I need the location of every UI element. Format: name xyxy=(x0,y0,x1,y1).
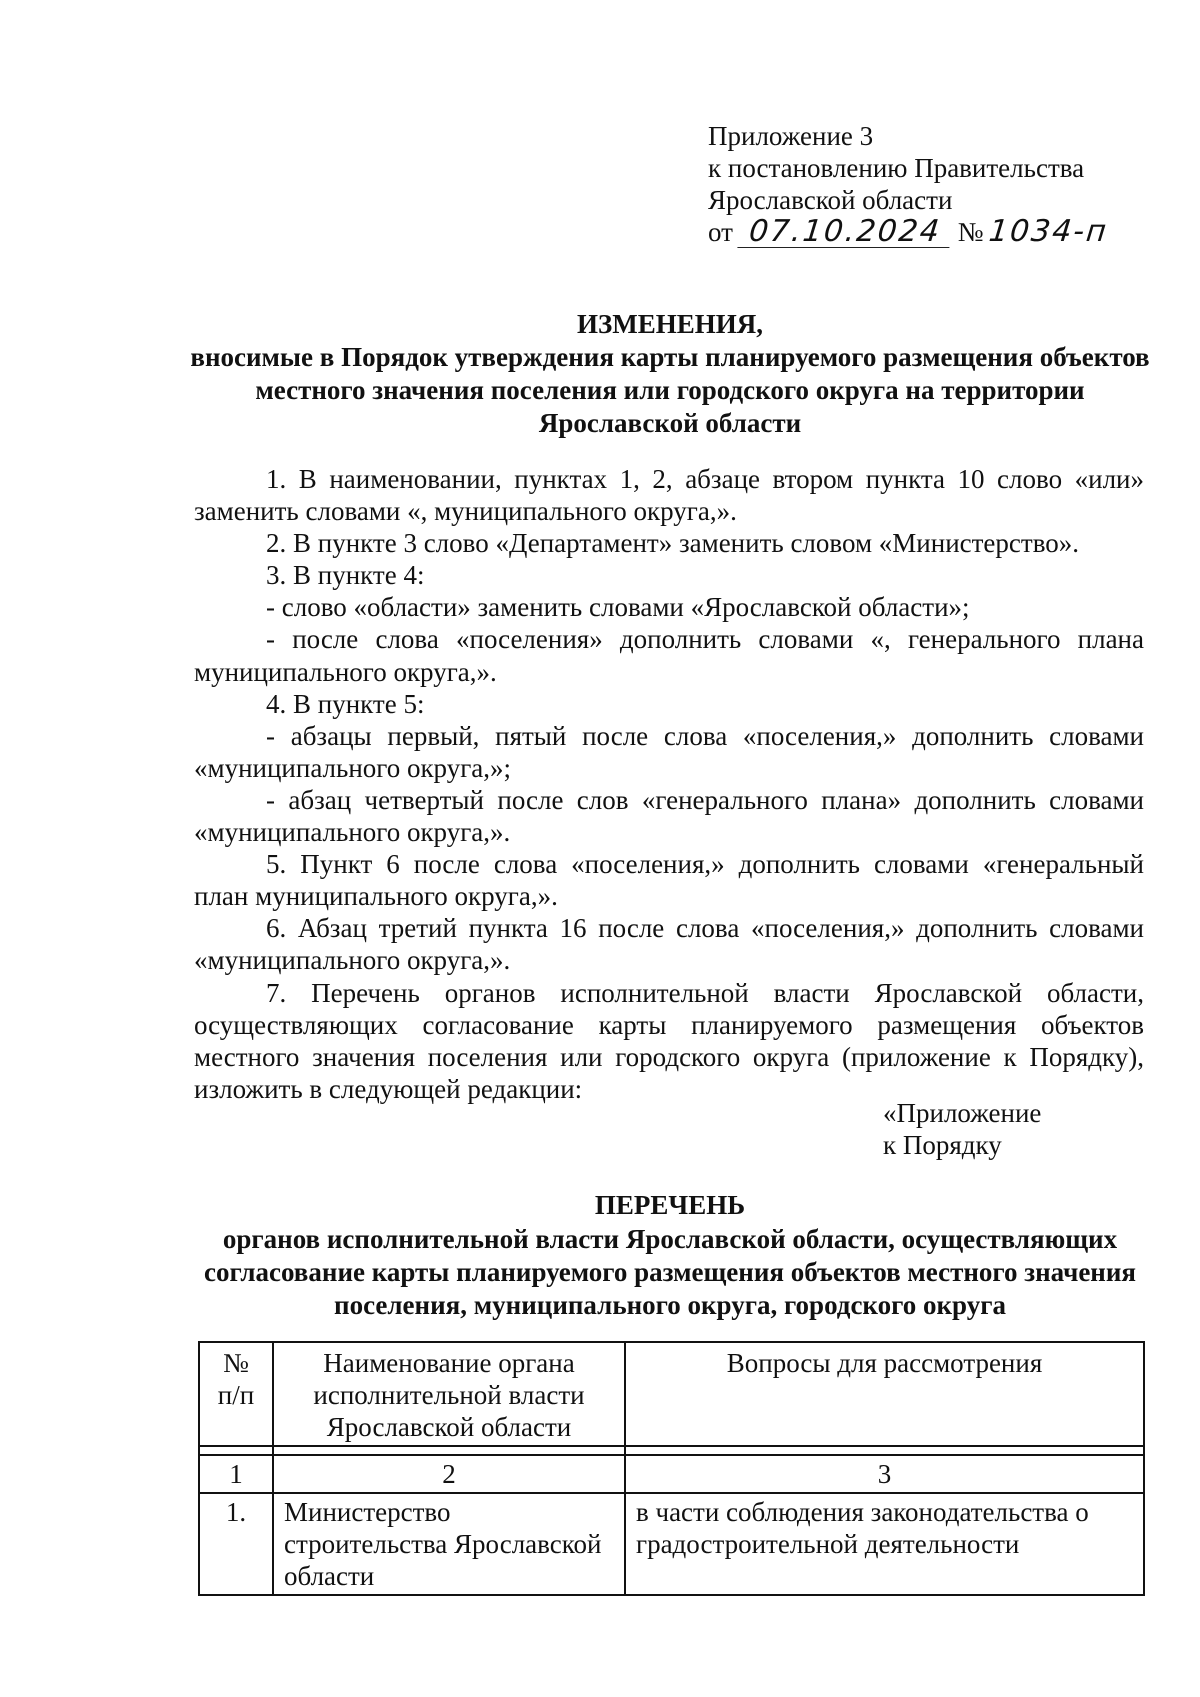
paragraph-2: 2. В пункте 3 слово «Департамент» заменить словом «Министерство». xyxy=(266,528,1080,559)
agencies-table xyxy=(198,1341,1145,1596)
handwritten-number: 1034-п xyxy=(987,214,1111,249)
row-issues: в части соблюдения законодательства о градостроительной деятельности xyxy=(625,1493,1144,1595)
header-number-line-1: № xyxy=(223,1348,249,1378)
paragraph-1: 1. В наименовании, пунктах 1, 2, абзаце втором пункта 10 слово «или» заменить словами «, муниципального округа,». xyxy=(194,464,1144,527)
number-prefix: № xyxy=(957,217,984,247)
handwritten-date: 07.10.2024 xyxy=(737,217,952,248)
paragraph-3: 3. В пункте 4: xyxy=(266,560,425,591)
resolution-date-number-line xyxy=(708,214,1111,249)
separator-cell xyxy=(273,1446,625,1455)
table-separator-row xyxy=(199,1446,1144,1455)
table-row xyxy=(199,1493,1144,1595)
header-organization: Наименование органа исполнительной власти Ярославской области xyxy=(273,1342,625,1446)
header-issues: Вопросы для рассмотрения xyxy=(625,1342,1144,1446)
annex-note-line-2: к Порядку xyxy=(883,1130,1002,1160)
annex-note xyxy=(883,1097,1041,1161)
date-prefix: от xyxy=(708,217,733,247)
separator-cell xyxy=(199,1446,273,1455)
appendix-header xyxy=(708,120,1111,249)
column-number-2: 2 xyxy=(273,1455,625,1493)
paragraph-4-item-2: - абзац четвертый после слов «генерального плана» дополнить словами «муниципального округа,». xyxy=(194,784,1144,848)
changes-title: ИЗМЕНЕНИЯ, xyxy=(576,309,763,339)
appendix-line-1: Приложение 3 xyxy=(708,121,874,151)
column-number-1: 1 xyxy=(199,1455,273,1493)
paragraph-4: 4. В пункте 5: xyxy=(266,688,425,719)
changes-body xyxy=(194,463,1144,1105)
paragraph-5: 5. Пункт 6 после слова «поселения,» дополнить словами «генеральный план муниципального округа,». xyxy=(194,849,1144,912)
paragraph-4-item-1: - абзацы первый, пятый после слова «поселения,» дополнить словами «муниципального округа,»; xyxy=(194,720,1144,783)
annex-note-line-1: «Приложение xyxy=(883,1098,1042,1128)
row-organization: Министерство строительства Ярославской области xyxy=(273,1493,625,1595)
list-title: ПЕРЕЧЕНЬ xyxy=(594,1190,746,1220)
appendix-line-3: Ярославской области xyxy=(708,185,953,215)
changes-subtitle: вносимые в Порядок утверждения карты планируемого размещения объектов местного значения поселения или городского округа на территории Ярославской области xyxy=(190,342,1150,438)
column-number-3: 3 xyxy=(625,1455,1144,1493)
list-subtitle: органов исполнительной власти Ярославской области, осуществляющих согласование карты планируемого размещения объектов местного значения поселения, муниципального округа, городского округа xyxy=(203,1224,1137,1320)
paragraph-7: 7. Перечень органов исполнительной власти Ярославской области, осуществляющих согласование карты планируемого размещения объектов местного значения поселения или городского округа (приложение к Порядку), изложить в следующей редакции: xyxy=(194,977,1144,1104)
separator-cell xyxy=(625,1446,1144,1455)
paragraph-3-item-2: - после слова «поселения» дополнить словами «, генерального плана муниципального округа,». xyxy=(194,624,1144,687)
row-number: 1. xyxy=(199,1493,273,1595)
appendix-line-2: к постановлению Правительства xyxy=(708,153,1085,183)
paragraph-3-item-1: - слово «области» заменить словами «Ярославской области»; xyxy=(266,592,970,623)
header-number-line-2: п/п xyxy=(217,1380,255,1410)
column-numbers-row xyxy=(199,1455,1144,1493)
table-header-row xyxy=(199,1342,1144,1446)
header-number xyxy=(199,1342,273,1446)
paragraph-6: 6. Абзац третий пункта 16 после слова «поселения,» дополнить словами «муниципального округа,». xyxy=(194,913,1144,976)
